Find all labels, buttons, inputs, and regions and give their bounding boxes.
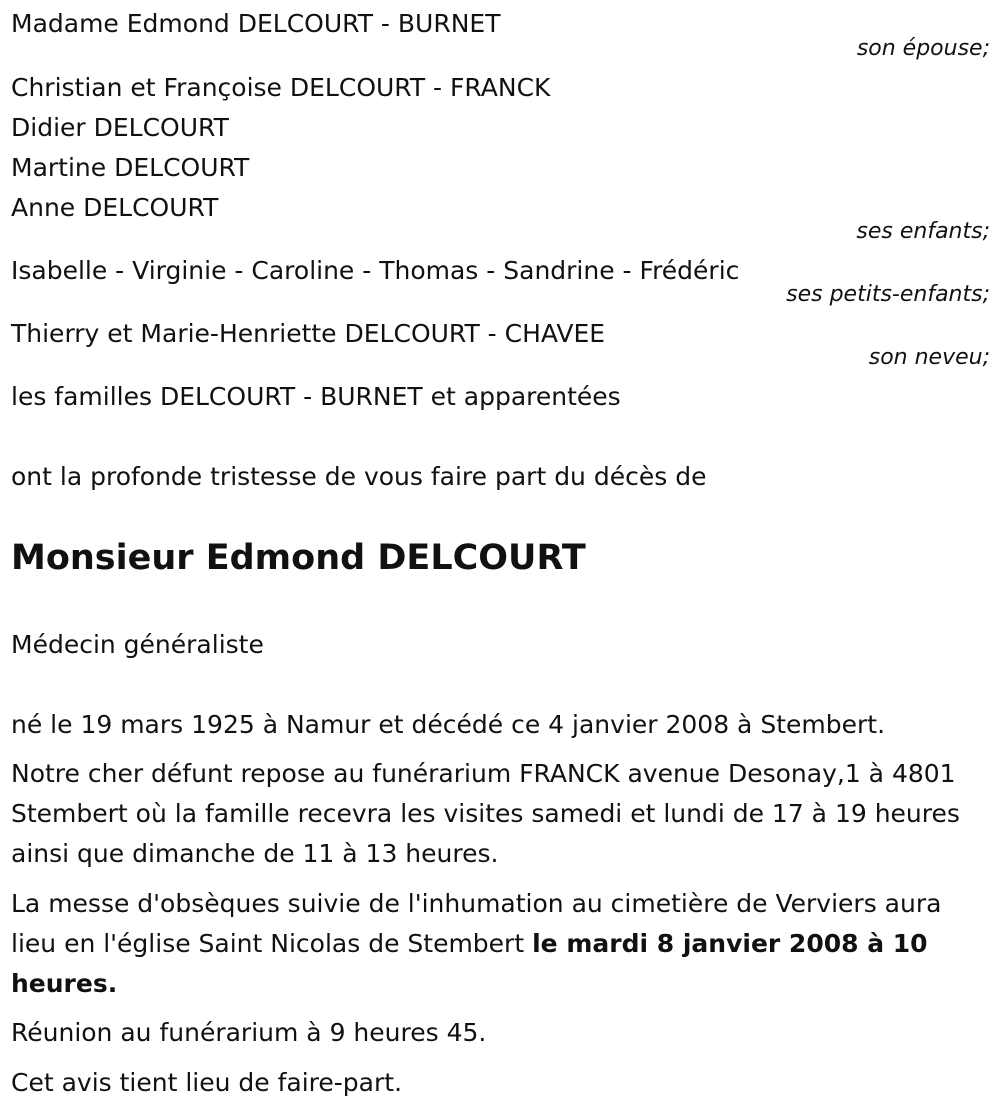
deceased-profession: Médecin généraliste — [11, 630, 264, 659]
birth-death-info: né le 19 mars 1925 à Namur et décédé ce 4 janvier 2008 à Stembert. — [11, 710, 886, 739]
meeting-info: Réunion au funérarium à 9 heures 45. — [11, 1018, 487, 1047]
grandchildren-role: ses petits-enfants; — [786, 282, 990, 307]
child-name: Martine DELCOURT — [11, 153, 250, 182]
children-role: ses enfants; — [856, 219, 990, 244]
related-families: les familles DELCOURT - BURNET et apparentées — [11, 382, 621, 411]
nephew-role: son neveu; — [868, 345, 990, 370]
spouse-role: son épouse; — [856, 36, 990, 61]
nephew-name: Thierry et Marie-Henriette DELCOURT - CHAVEE — [11, 319, 606, 348]
child-name: Didier DELCOURT — [11, 113, 229, 142]
funeral-info — [11, 884, 986, 1004]
funeral-date: le mardi 8 janvier 2008 à 10 heures. — [11, 929, 928, 998]
grandchildren-names: Isabelle - Virginie - Caroline - Thomas - Sandrine - Frédéric — [11, 256, 740, 285]
closing-note: Cet avis tient lieu de faire-part. — [11, 1068, 403, 1097]
funeral-text: La messe d'obsèques suivie de l'inhumation au cimetière de Verviers aura lieu en l'église Saint Nicolas de Stembert — [11, 889, 942, 958]
child-name: Anne DELCOURT — [11, 193, 219, 222]
child-name: Christian et Françoise DELCOURT - FRANCK — [11, 73, 551, 102]
visitation-info: Notre cher défunt repose au funérarium FRANCK avenue Desonay,1 à 4801 Stembert où la famille recevra les visites samedi et lundi de 17 à 19 heures ainsi que dimanche de 11 à 13 heures. — [11, 759, 960, 868]
deceased-name: Monsieur Edmond DELCOURT — [11, 538, 586, 578]
announcement-text: ont la profonde tristesse de vous faire part du décès de — [11, 462, 707, 491]
spouse-name: Madame Edmond DELCOURT - BURNET — [11, 9, 501, 38]
